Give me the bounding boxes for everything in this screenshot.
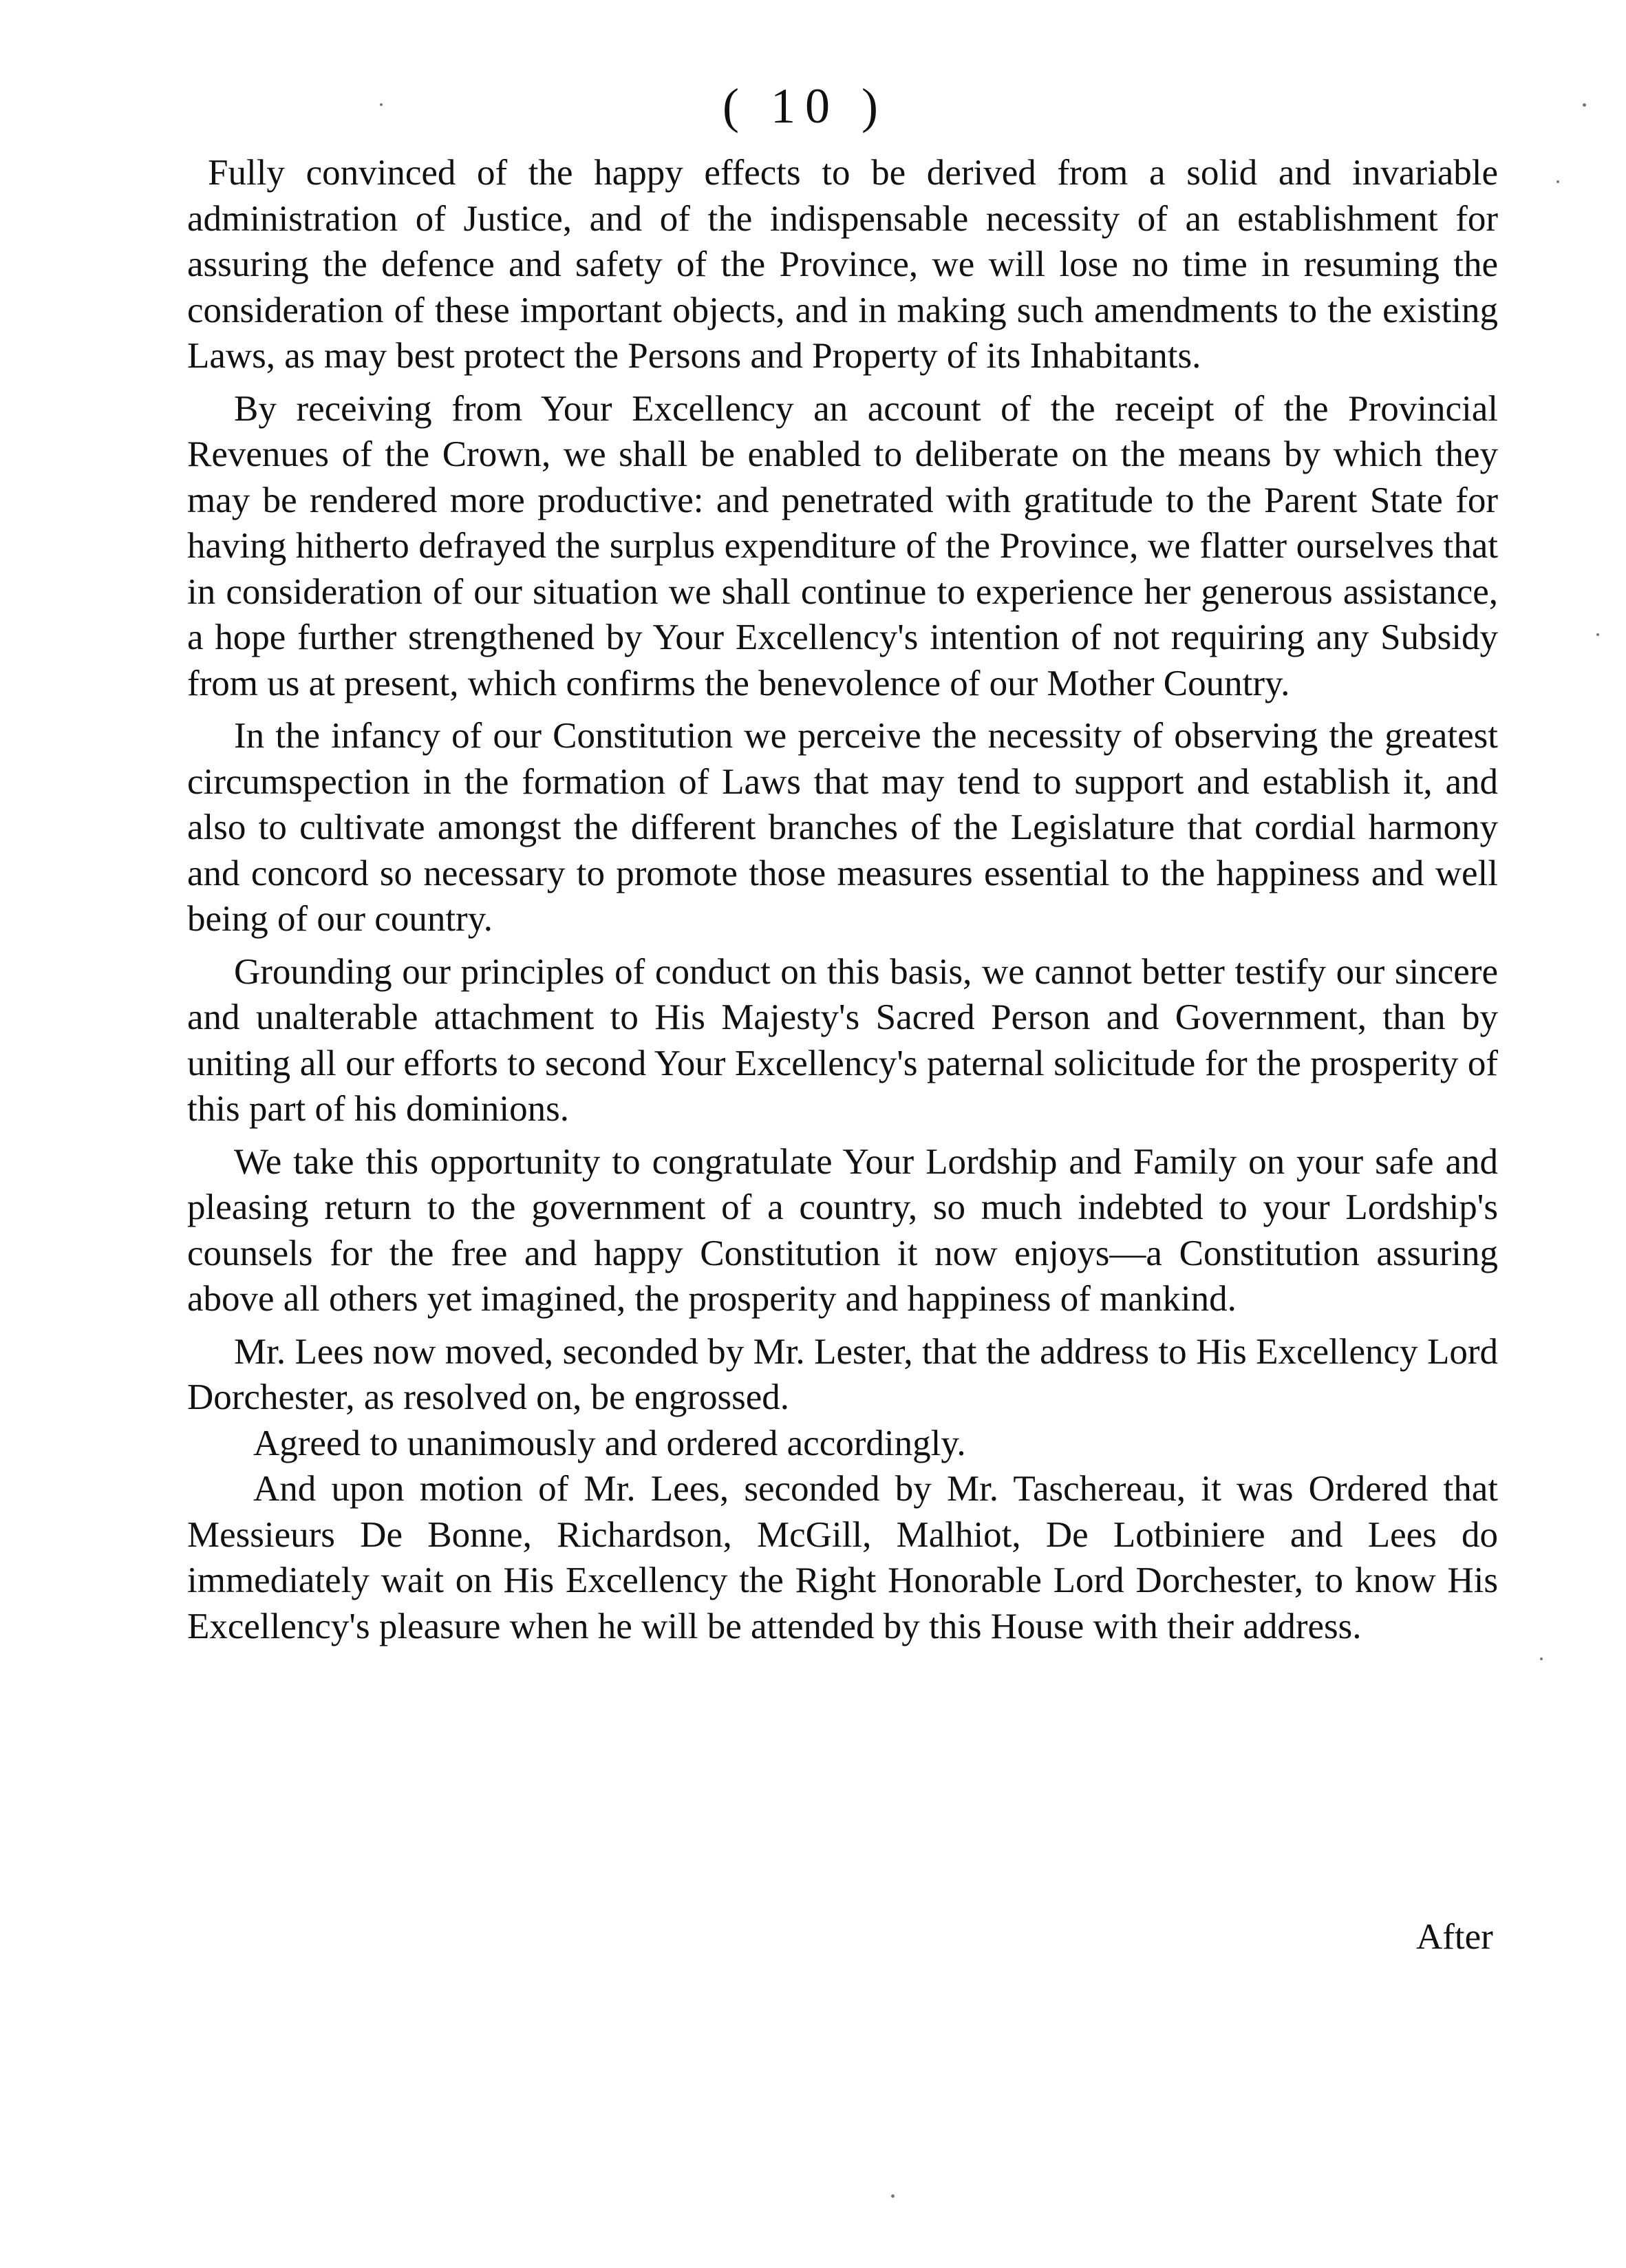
scan-speck bbox=[1540, 1657, 1543, 1660]
paragraph-principles: Grounding our principles of conduct on this basis, we cannot better testify our sincere and unalterable attachment to His Majesty's Sacred Person and Government, than by uniting all our efforts to second Your Excellency's paternal solicitude for the prosperity of this part of his dominions. bbox=[187, 951, 1498, 1129]
paragraph-justice: Fully convinced of the happy effects to be derived from a solid and invariable administration of Justice, and of the indispensable necessity of an establishment for assuring the defence and safety of the Province, we will lose no time in resuming the consideration of these important objects, and in making such amendments to the existing Laws, as may best protect the Persons and Property of its Inhabitants. bbox=[187, 153, 1498, 376]
paragraph-order: And upon motion of Mr. Lees, seconded by Mr. Taschereau, it was Ordered that Messieurs De Bonne, Richardson, McGill, Malhiot, De Lotbiniere and Lees do immediately wait on His Excellency the Right Honorable Lord Dorchester, to know His Excellency's pleasure when he will be attended by this House with their address. bbox=[187, 1469, 1498, 1646]
scan-speck bbox=[380, 103, 383, 106]
paragraph-revenues: By receiving from Your Excellency an account of the receipt of the Provincial Revenues of the Crown, we shall be enabled to deliberate on the means by which they may be rendered more productive: and penetrated with gratitude to the Parent State for having hitherto defrayed the surplus expenditure of the Province, we flatter ourselves that in consideration of our situation we shall continue to experience her generous assistance, a hope further strengthened by Your Excellency's intention of not requiring any Subsidy from us at present, which confirms the benevolence of our Mother Country. bbox=[187, 388, 1498, 703]
paragraph-motion: Mr. Lees now moved, seconded by Mr. Lester, that the address to His Excellency Lord Dorchester, as resolved on, be engrossed. bbox=[187, 1331, 1498, 1417]
body-text bbox=[187, 150, 1498, 1649]
paragraph-constitution: In the infancy of our Constitution we perceive the necessity of observing the greatest circumspection in the formation of Laws that may tend to support and establish it, and also to cultivate amongst the different branches of the Legislature that cordial harmony and concord so necessary to promote those measures essential to the happiness and well being of our country. bbox=[187, 716, 1498, 939]
scan-speck bbox=[1583, 103, 1586, 107]
scan-speck bbox=[1557, 180, 1559, 183]
catchword: After bbox=[1416, 1917, 1493, 1957]
scan-speck bbox=[1596, 633, 1599, 636]
scan-speck bbox=[891, 2194, 895, 2198]
page-number: ( 10 ) bbox=[723, 78, 888, 134]
paragraph-agreed: Agreed to unanimously and ordered accordingly. bbox=[253, 1423, 966, 1463]
paragraph-congratulation: We take this opportunity to congratulate Your Lordship and Family on your safe and pleasing return to the government of a country, so much indebted to your Lordship's counsels for the free and happy Constitution it now enjoys—a Constitution assuring above all others yet imagined, the prosperity and happiness of mankind. bbox=[187, 1141, 1498, 1319]
